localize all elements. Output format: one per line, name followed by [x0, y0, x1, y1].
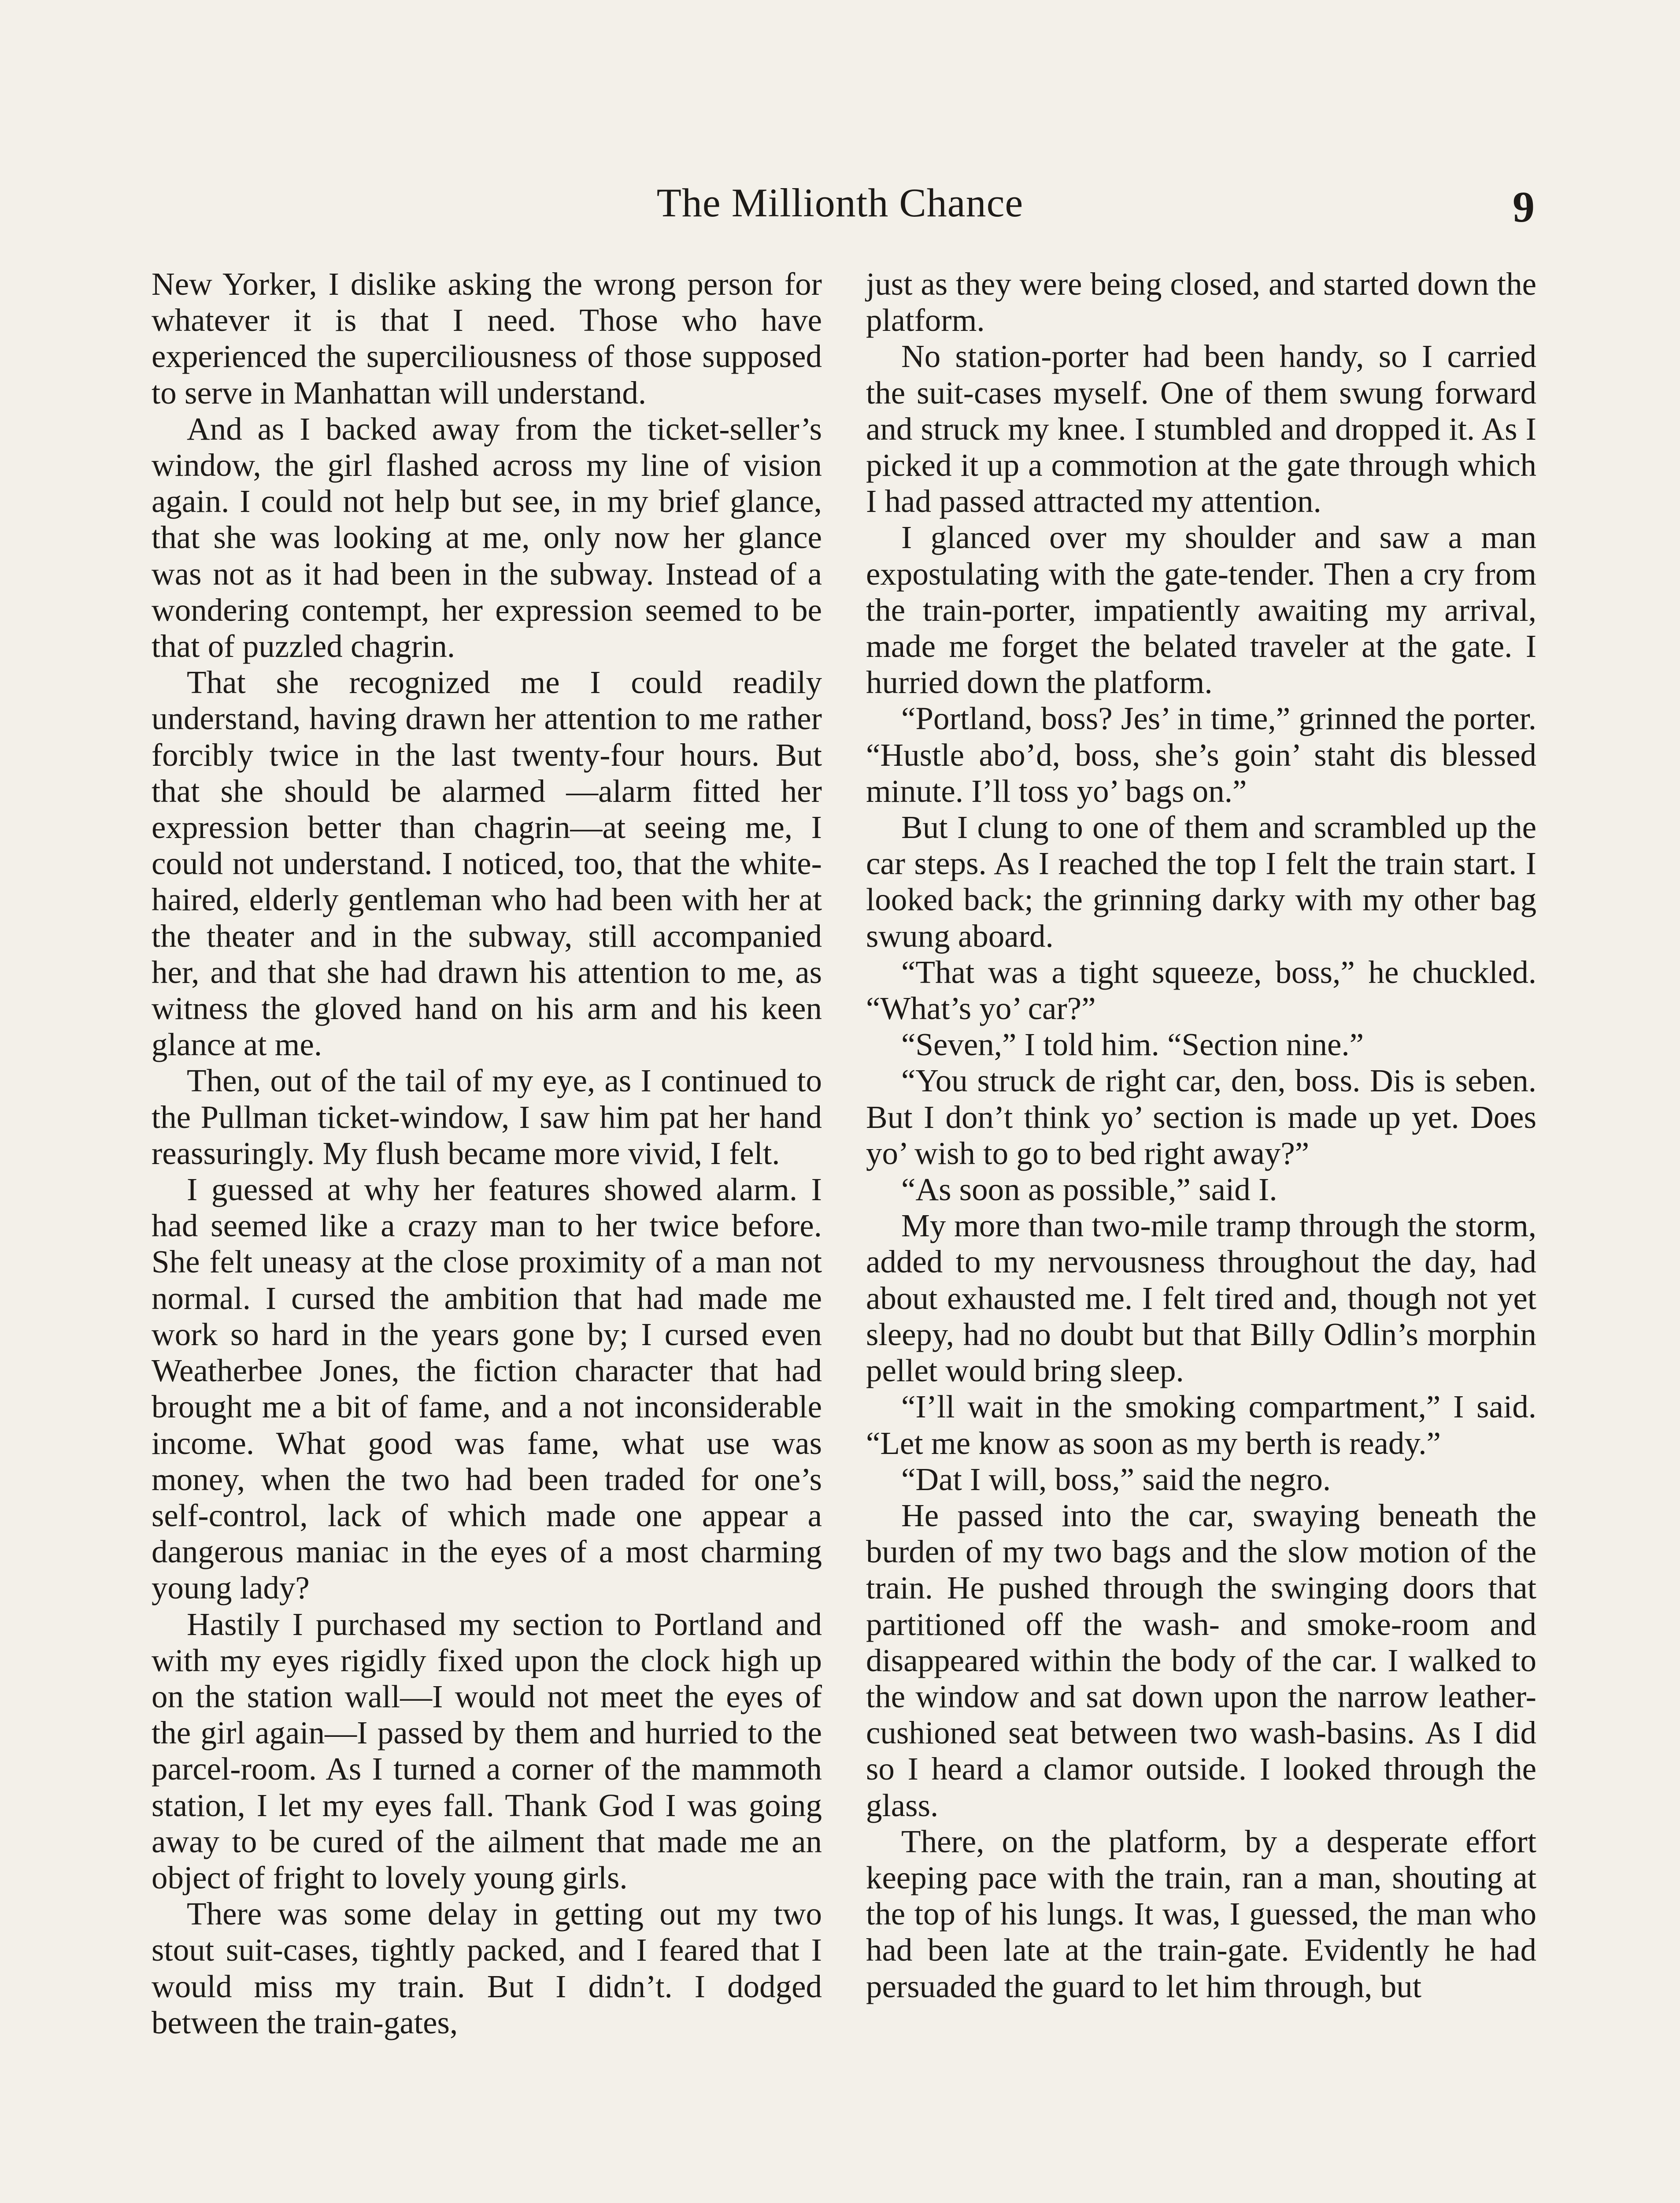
- paragraph: “Dat I will, boss,” said the negro.: [901, 1461, 1331, 1497]
- paragraph: He passed into the car, swaying beneath the burden of my two bags and the slow motion of the train. He pushed through the swinging doors that partitioned off the wash- and smoke-room and disappeared within the body of the car. I walked to the window and sat down upon the narrow leather-cushioned seat between two wash-basins. As I did so I heard a clamor outside. I looked through the glass.: [866, 1497, 1536, 1823]
- paragraph: New Yorker, I dislike asking the wrong person for whatever it is that I need. Those who have experienced the superciliousness of those supposed to serve in Manhattan will understand.: [152, 266, 822, 411]
- paragraph: I glanced over my shoulder and saw a man expostulating with the gate-tender. Then a cry from the train-porter, impatiently awaiting my arrival, made me forget the belated traveler at the gate. I hurried down the platform.: [866, 519, 1536, 701]
- running-title: The Millionth Chance: [656, 180, 1024, 225]
- right-column: [866, 266, 1536, 2203]
- paragraph: That she recognized me I could readily understand, having drawn her attention to me rather forcibly twice in the last twenty-four hours. But that she should be alarmed —alarm fitted her expression better than chagrin—at seeing me, I could not understand. I noticed, too, that the white-haired, elderly gentleman who had been with her at the theater and in the subway, still accompanied her, and that she had drawn his attention to me, as witness the gloved hand on his arm and his keen glance at me.: [152, 664, 822, 1063]
- paragraph: Hastily I purchased my section to Portland and with my eyes rigidly fixed upon the clock high up on the station wall—I would not meet the eyes of the girl again—I passed by them and hurried to the parcel-room. As I turned a corner of the mammoth station, I let my eyes fall. Thank God I was going away to be cured of the ailment that made me an object of fright to lovely young girls.: [152, 1606, 822, 1895]
- paragraph: There, on the platform, by a desperate effort keeping pace with the train, ran a man, shouting at the top of his lungs. It was, I guessed, the man who had been late at the train-gate. Evidently he had persuaded the guard to let him through, but: [866, 1823, 1536, 2004]
- paragraph: Then, out of the tail of my eye, as I continued to the Pullman ticket-window, I saw him pat her hand reassuringly. My flush became more vivid, I felt.: [152, 1063, 822, 1171]
- paragraph: My more than two-mile tramp through the storm, added to my nervousness throughout the day, had about exhausted me. I felt tired and, though not yet sleepy, had no doubt but that Billy Odlin’s morphin pellet would bring sleep.: [866, 1208, 1536, 1389]
- paragraph: “You struck de right car, den, boss. Dis is seben. But I don’t think yo’ section is made up yet. Does yo’ wish to go to bed right away?”: [866, 1063, 1536, 1171]
- paragraph: “Seven,” I told him. “Section nine.”: [901, 1027, 1364, 1063]
- page-number: 9: [1513, 182, 1535, 231]
- paragraph: I guessed at why her features showed alarm. I had seemed like a crazy man to her twice before. She felt uneasy at the close proximity of a man not normal. I cursed the ambition that had made me work so hard in the years gone by; I cursed even Weatherbee Jones, the fiction character that had brought me a bit of fame, and a not inconsiderable income. What good was fame, what use was money, when the two had been traded for one’s self-control, lack of which made one appear a dangerous maniac in the eyes of a most charming young lady?: [152, 1172, 822, 1606]
- paragraph: No station-porter had been handy, so I carried the suit-cases myself. One of them swung forward and struck my knee. I stumbled and dropped it. As I picked it up a commotion at the gate through which I had passed attracted my attention.: [866, 338, 1536, 519]
- paragraph: “That was a tight squeeze, boss,” he chuckled. “What’s yo’ car?”: [866, 954, 1536, 1027]
- paragraph: “As soon as possible,” said I.: [901, 1172, 1277, 1208]
- left-column: [152, 266, 822, 2203]
- paragraph: “Portland, boss? Jes’ in time,” grinned the porter. “Hustle abo’d, boss, she’s goin’ staht dis blessed minute. I’ll toss yo’ bags on.”: [866, 701, 1536, 809]
- paragraph: just as they were being closed, and started down the platform.: [866, 266, 1536, 338]
- paragraph: But I clung to one of them and scrambled up the car steps. As I reached the top I felt the train start. I looked back; the grinning darky with my other bag swung aboard.: [866, 809, 1536, 954]
- paragraph: “I’ll wait in the smoking compartment,” I said. “Let me know as soon as my berth is ready.”: [866, 1389, 1536, 1461]
- page-header: [0, 167, 1680, 238]
- paragraph: And as I backed away from the ticket-seller’s window, the girl flashed across my line of vision again. I could not help but see, in my brief glance, that she was looking at me, only now her glance was not as it had been in the subway. Instead of a wondering contempt, her expression seemed to be that of puzzled chagrin.: [152, 411, 822, 664]
- paragraph: There was some delay in getting out my two stout suit-cases, tightly packed, and I feared that I would miss my train. But I didn’t. I dodged between the train-gates,: [152, 1896, 822, 2040]
